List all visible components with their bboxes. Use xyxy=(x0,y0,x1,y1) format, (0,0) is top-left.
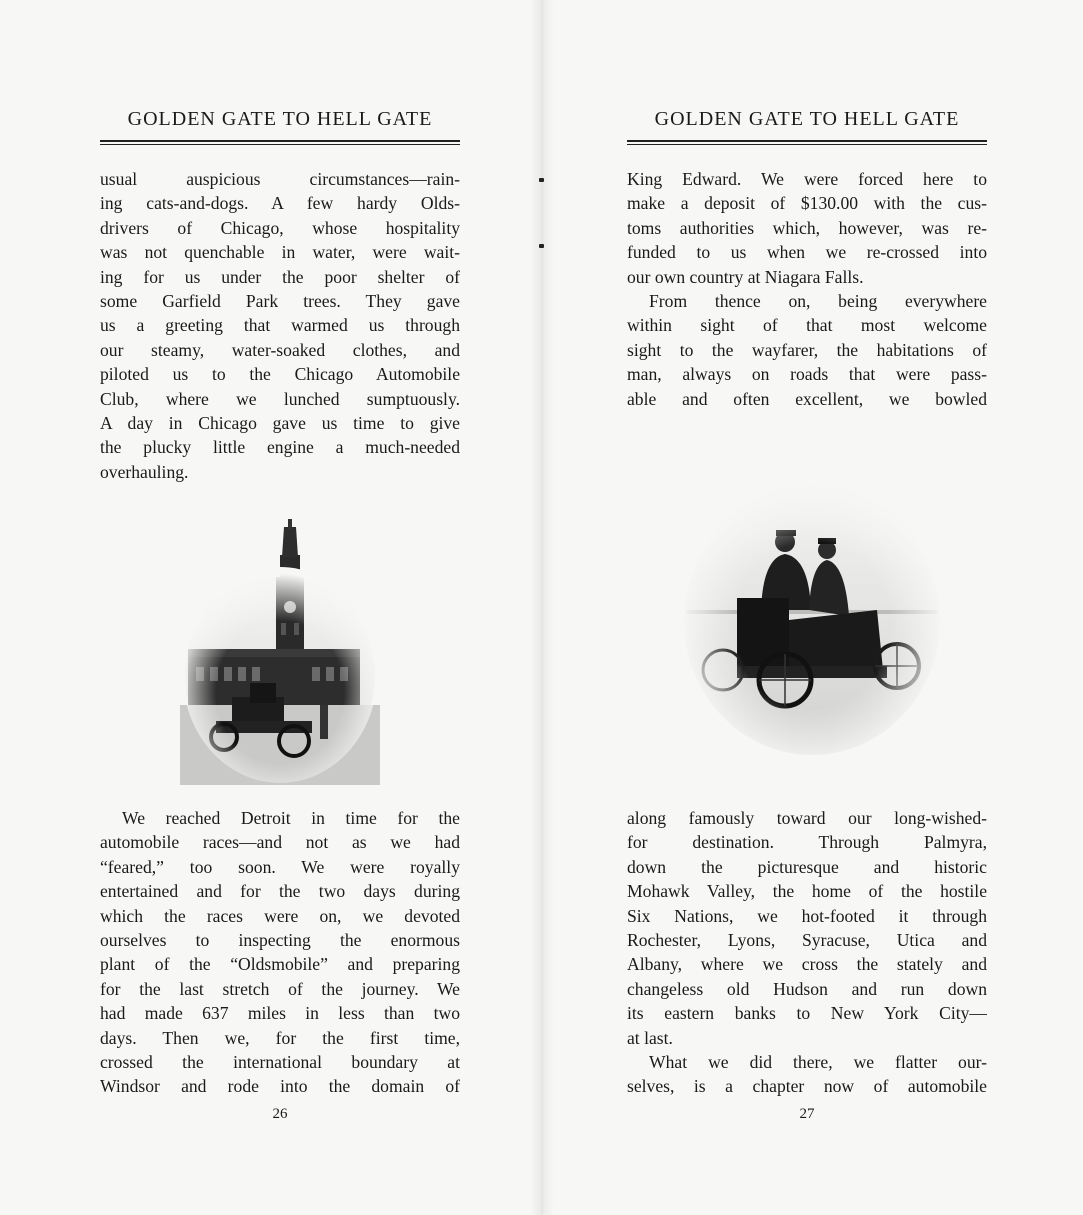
text-line: some Garfield Park trees. They gave xyxy=(100,290,460,311)
ferry-building-photo xyxy=(180,515,380,785)
left-lower-text xyxy=(100,806,460,1099)
right-upper-text xyxy=(627,167,987,411)
text-line: Club, where we lunched sumptuously. xyxy=(100,388,460,409)
text-line: within sight of that most welcome xyxy=(627,315,987,336)
text-line: A day in Chicago gave us time to give xyxy=(100,412,460,433)
text-line: Windsor and rode into the domain of xyxy=(100,1076,460,1097)
text-line: ourselves to inspecting the enormous xyxy=(100,929,460,950)
text-line: the plucky little engine a much-needed xyxy=(100,437,460,458)
text-line: man, always on roads that were pass- xyxy=(627,364,987,385)
text-line: was not quenchable in water, were wait- xyxy=(100,242,460,263)
binding-mark xyxy=(539,244,544,248)
right-lower-text xyxy=(627,806,987,1099)
text-line: for the last stretch of the journey. We xyxy=(100,978,460,999)
text-line: toms authorities which, however, was re- xyxy=(627,217,987,238)
page-number: 26 xyxy=(272,1106,288,1122)
text-line: ing for us under the poor shelter of xyxy=(100,266,460,287)
book-gutter xyxy=(530,0,554,1215)
page-number: 27 xyxy=(799,1106,815,1122)
text-line: From thence on, being everywhere xyxy=(649,290,987,311)
text-line: piloted us to the Chicago Automobile xyxy=(100,364,460,385)
text-line: Albany, where we cross the stately and xyxy=(627,954,987,975)
binding-mark xyxy=(539,178,544,182)
text-line: selves, is a chapter now of automobile xyxy=(627,1076,987,1097)
text-line: had made 637 miles in less than two xyxy=(100,1003,460,1024)
text-line: Mohawk Valley, the home of the hostile xyxy=(627,881,987,902)
text-line: at last. xyxy=(627,1027,673,1048)
text-line: along famously toward our long-wished- xyxy=(627,808,987,828)
header-rule xyxy=(627,140,987,145)
text-line: funded to us when we re-crossed into xyxy=(627,242,987,263)
text-line: crossed the international boundary at xyxy=(100,1051,460,1072)
text-line: for destination. Through Palmyra, xyxy=(627,832,987,853)
text-line: our steamy, water-soaked clothes, and xyxy=(100,339,460,360)
text-line: We reached Detroit in time for the xyxy=(122,808,460,828)
left-page xyxy=(100,0,460,1215)
automobile-photo xyxy=(677,470,947,760)
text-line: King Edward. We were forced here to xyxy=(627,169,987,189)
text-line: make a deposit of $130.00 with the cus- xyxy=(627,193,987,214)
text-line: “feared,” too soon. We were royally xyxy=(100,856,460,877)
text-line: Six Nations, we hot-footed it through xyxy=(627,905,987,926)
right-page xyxy=(627,0,987,1215)
text-line: overhauling. xyxy=(100,461,189,482)
text-line: us a greeting that warmed us through xyxy=(100,315,460,336)
text-line: days. Then we, for the first time, xyxy=(100,1027,460,1048)
text-line: plant of the “Oldsmobile” and preparing xyxy=(100,954,460,975)
text-line: down the picturesque and historic xyxy=(627,856,987,877)
left-upper-text xyxy=(100,167,460,484)
text-line: usual auspicious circumstances—rain- xyxy=(100,169,460,189)
text-line: entertained and for the two days during xyxy=(100,881,460,902)
running-head: GOLDEN GATE TO HELL GATE xyxy=(654,108,960,130)
text-line: drivers of Chicago, whose hospitality xyxy=(100,217,460,238)
text-line: its eastern banks to New York City— xyxy=(627,1003,987,1024)
text-line: our own country at Niagara Falls. xyxy=(627,266,864,287)
text-line: sight to the wayfarer, the habitations of xyxy=(627,339,987,360)
text-line: changeless old Hudson and run down xyxy=(627,978,987,999)
text-line: What we did there, we flatter our- xyxy=(649,1051,987,1072)
text-line: automobile races—and not as we had xyxy=(100,832,460,853)
header-rule xyxy=(100,140,460,145)
text-line: which the races were on, we devoted xyxy=(100,905,460,926)
running-head: GOLDEN GATE TO HELL GATE xyxy=(127,108,433,130)
text-line: able and often excellent, we bowled xyxy=(627,388,987,409)
text-line: ing cats-and-dogs. A few hardy Olds- xyxy=(100,193,460,214)
text-line: Rochester, Lyons, Syracuse, Utica and xyxy=(627,929,987,950)
